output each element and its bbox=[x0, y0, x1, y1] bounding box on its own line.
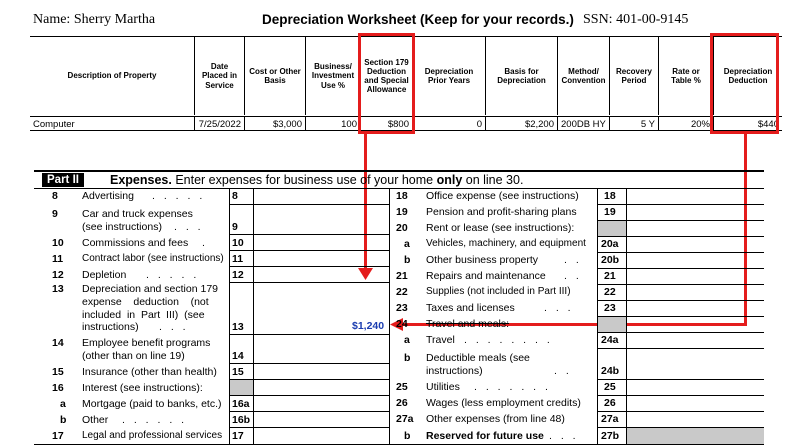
header-cost-basis: Cost or Other Basis bbox=[245, 37, 306, 115]
header-rate: Rate or Table % bbox=[659, 37, 714, 115]
leader-dots: . . bbox=[564, 254, 582, 266]
cell-cost-basis: $3,000 bbox=[245, 117, 306, 131]
leader-dots: . bbox=[202, 237, 208, 249]
cell-description: Computer bbox=[30, 117, 195, 131]
header-prior-years: Depreciation Prior Years bbox=[413, 37, 486, 115]
cell-basis-depreciation: $2,200 bbox=[486, 117, 558, 131]
divider bbox=[34, 444, 764, 445]
taxpayer-ssn: SSN: 401-00-9145 bbox=[583, 12, 689, 27]
part-ii-tag: Part II bbox=[42, 173, 84, 187]
header-recovery: Recovery Period bbox=[610, 37, 659, 115]
divider bbox=[229, 234, 389, 235]
divider bbox=[597, 252, 764, 253]
divider bbox=[229, 427, 389, 428]
shaded-cell bbox=[598, 317, 626, 332]
divider bbox=[229, 204, 389, 205]
divider bbox=[597, 411, 764, 412]
header-basis-depreciation: Basis for Depreciation bbox=[486, 37, 558, 115]
divider bbox=[229, 334, 389, 335]
divider bbox=[229, 282, 389, 283]
divider bbox=[597, 268, 764, 269]
leader-dots: . . . . . . . bbox=[474, 381, 551, 393]
divider bbox=[597, 332, 764, 333]
leader-dots: . . . bbox=[549, 430, 579, 442]
cell-method: 200DB HY bbox=[558, 117, 610, 131]
worksheet-title: Depreciation Worksheet (Keep for your records.) bbox=[262, 12, 574, 27]
line-13-value[interactable]: $1,240 bbox=[352, 320, 385, 332]
divider bbox=[597, 379, 764, 380]
leader-dots: . . . . . bbox=[146, 269, 200, 281]
divider bbox=[229, 188, 230, 445]
cell-date-placed: 7/25/2022 bbox=[195, 117, 245, 131]
divider bbox=[389, 188, 390, 445]
divider bbox=[597, 204, 764, 205]
divider bbox=[597, 300, 764, 301]
line-8-label: Advertising bbox=[82, 190, 134, 202]
cell-business-use: 100 bbox=[306, 117, 361, 131]
leader-dots: . . bbox=[554, 365, 572, 377]
shaded-cell bbox=[627, 428, 764, 445]
divider bbox=[229, 395, 389, 396]
part-ii-heading bbox=[34, 170, 764, 189]
divider bbox=[229, 363, 389, 364]
header-method: Method/ Convention bbox=[558, 37, 610, 115]
header-date-placed: Date Placed in Service bbox=[195, 37, 245, 115]
divider bbox=[253, 188, 254, 445]
header-section-179: Section 179 Deduction and Special Allowance bbox=[361, 37, 413, 115]
cell-recovery: 5 Y bbox=[610, 117, 659, 131]
header-business-use: Business/ Investment Use % bbox=[306, 37, 361, 115]
leader-dots: . . bbox=[564, 270, 582, 282]
header-description: Description of Property bbox=[30, 37, 195, 115]
shaded-cell bbox=[230, 380, 253, 395]
divider bbox=[229, 250, 389, 251]
leader-dots: . . . bbox=[174, 221, 204, 233]
leader-dots: . . . . . . bbox=[122, 414, 188, 426]
divider bbox=[229, 411, 389, 412]
highlight-deduction bbox=[710, 33, 779, 134]
cell-rate: 20% bbox=[659, 117, 714, 131]
divider bbox=[597, 284, 764, 285]
highlight-section-179 bbox=[358, 33, 415, 134]
header-deduction: Depreciation Deduction bbox=[723, 66, 773, 85]
part-ii-title: Expenses. Enter expenses for business use of your home only on line 30. bbox=[110, 173, 524, 187]
part-ii-expenses: Part II Expenses. Enter expenses for business use of your home only on line 30. 8 Advertising . . . . . 8 9 Car and truck expenses (see instructions) . . . 9 10 Commissions and fees . 10 11 Contract labor (see instructions) 11 12 Depletion . . . . . 12 13 Depreciation and section 179 expense deduction (not included in Part III) (see instructions) . . . 13 $1,240 14 Employee benefit programs (other than on line 19) 14 15 Insurance (other than health) 15 16 Interest (see instructions): a Mortgage (paid to banks, etc.) 16a b Other . . . . . . 16b 17 Legal and professional services 17 18 Office expense (see instructions) 18 19 Pension and profit-sharing plans 19 20 Rent or lease (see instructions): a Vehicles, machinery, and equipment 20a b Other business property . . 20b 21 Repairs and maintenance . . 21 22 Supplies (not included in Part III) 22 23 Taxes and licenses . . . 23 24 Travel and meals: a Travel . . . . . . . . 24a b Deductible meals (see instructions) . . 24b 25 Utilities . . . . . . . 25 26 Wages (less employment credits) 26 27a Other expenses (from line 48) 27a b Reserved for future use . . . 27b bbox=[34, 170, 764, 445]
shaded-cell bbox=[598, 221, 626, 236]
leader-dots: . . . . . bbox=[152, 190, 206, 202]
taxpayer-name: Name: Sherry Martha bbox=[33, 12, 156, 27]
divider bbox=[597, 395, 764, 396]
worksheet-header bbox=[0, 8, 801, 32]
cell-deduction: $440 bbox=[757, 118, 779, 130]
cell-prior-years: 0 bbox=[413, 117, 486, 131]
divider bbox=[229, 266, 389, 267]
leader-dots: . . . bbox=[159, 321, 189, 333]
divider bbox=[597, 348, 764, 349]
leader-dots: . . . bbox=[544, 302, 574, 314]
divider bbox=[229, 379, 389, 380]
divider bbox=[597, 236, 764, 237]
cell-section-179: $800 bbox=[361, 117, 413, 131]
leader-dots: . . . . . . . . bbox=[464, 334, 553, 346]
